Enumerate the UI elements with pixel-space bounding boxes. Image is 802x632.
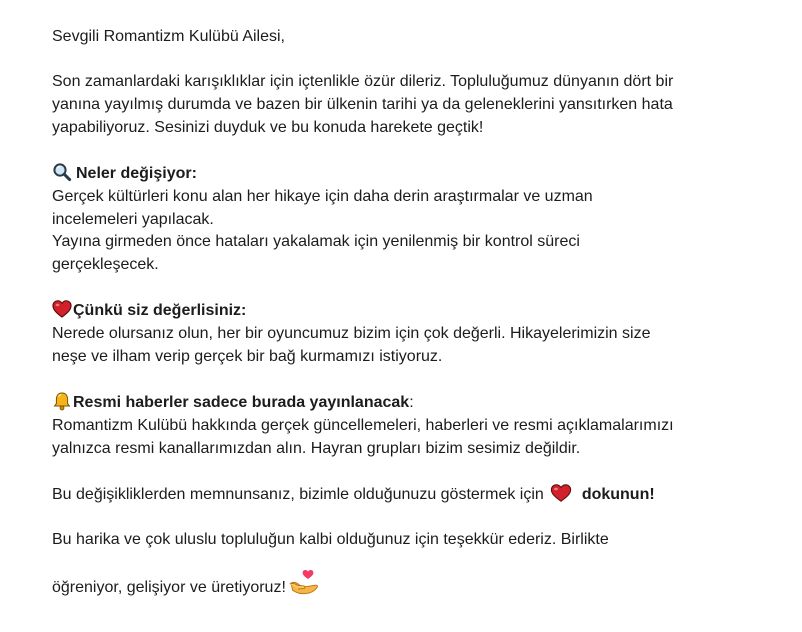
apology-line: yapabiliyoruz. Sesinizi duyduk ve bu konuda harekete geçtik! (52, 118, 484, 136)
changes-section (52, 162, 752, 277)
thanks-line: öğreniyor, gelişiyor ve üretiyoruz! (52, 579, 286, 597)
changes-line: gerçekleşecek. (52, 256, 159, 273)
cta-text-before: Bu değişikliklerden memnunsanız, bizimle olduğunuzu göstermek için (52, 485, 544, 503)
red-heart-icon (52, 299, 72, 319)
magnifying-glass-icon (52, 162, 72, 182)
apology-line: Son zamanlardaki karışıklıklar için içtenlikle özür dileriz. Topluluğumuz dünyanın dört bir (52, 73, 674, 91)
cta-paragraph (52, 483, 752, 507)
changes-heading: Neler değişiyor: (76, 165, 197, 183)
changes-line: Gerçek kültürleri konu alan her hikaye için daha derin araştırmalar ve uzman (52, 187, 593, 205)
cta-line (52, 483, 752, 507)
changes-line: incelemeleri yapılacak. (52, 210, 214, 228)
valued-heading: Çünkü siz değerlisiniz: (73, 302, 247, 320)
valued-section (52, 299, 752, 368)
red-heart-icon (550, 483, 572, 503)
official-heading-colon: : (409, 394, 414, 412)
apology-line: yanına yayılmış durumda ve bazen bir ülkenin tarihi ya da geleneklerini yansıtırken hata (52, 96, 673, 114)
greeting-text: Sevgili Romantizm Kulübü Ailesi, (52, 28, 285, 45)
official-heading: Resmi haberler sadece burada yayınlanacak (73, 394, 410, 412)
valued-line: neşe ve ilham verip gerçek bir bağ kurmamızı istiyoruz. (52, 347, 443, 365)
valued-line: Nerede olursanız olun, her bir oyuncumuz bizim için çok değerli. Hikayelerimizin size (52, 325, 651, 343)
official-line: Romantizm Kulübü hakkında gerçek güncellemeleri, haberleri ve resmi açıklamalarımızı (52, 416, 674, 434)
greeting (52, 26, 752, 49)
official-line: yalnızca resmi kanallarımızdan alın. Hayran grupları bizim sesimiz değildir. (52, 439, 581, 457)
official-heading-line (52, 391, 752, 415)
thanks-paragraph (52, 529, 752, 599)
valued-heading-line (52, 299, 752, 323)
apology-paragraph (52, 71, 752, 139)
thanks-line: Bu harika ve çok uluslu topluluğun kalbi olduğunuz için teşekkür ederiz. Birlikte (52, 531, 609, 549)
cta-text-after: dokunun! (581, 485, 655, 503)
changes-heading-line (52, 162, 752, 186)
bell-icon (52, 391, 72, 411)
changes-line: Yayına girmeden önce hataları yakalamak için yenilenmiş bir kontrol süreci (52, 233, 580, 251)
thanks-final-line (52, 566, 752, 600)
announcement-body (52, 26, 752, 600)
hands-heart-icon (288, 566, 320, 596)
official-section (52, 391, 752, 460)
